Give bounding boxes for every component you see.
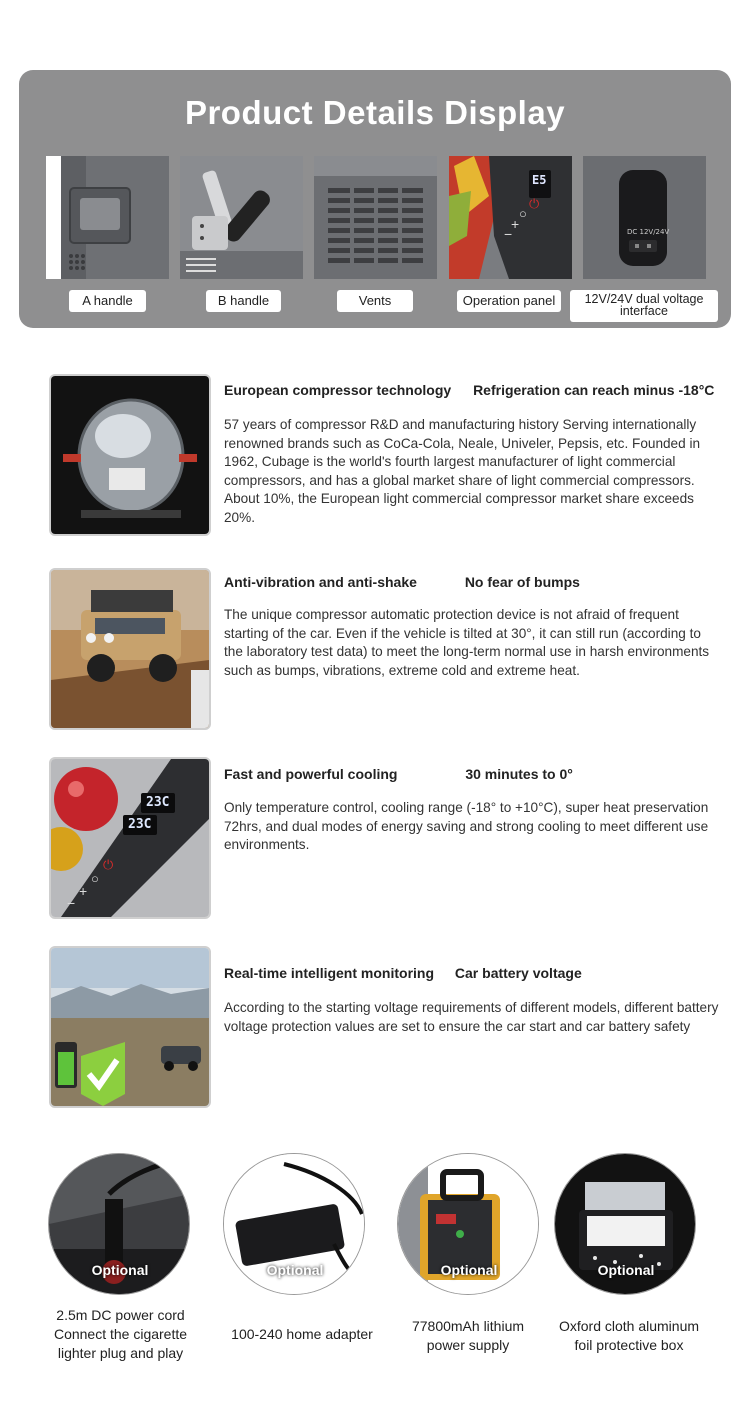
feature-heading-secondary: Refrigeration can reach minus -18°C — [473, 382, 715, 398]
battery-monitoring-image — [49, 946, 211, 1108]
optional-badge: Optional — [266, 1262, 324, 1278]
panel-display-readout: E5 — [532, 173, 547, 187]
a-handle-image — [46, 156, 169, 279]
product-details-banner — [19, 70, 731, 328]
offroad-car-image — [49, 568, 211, 730]
power-icon: ⏻ — [103, 857, 114, 872]
vents-image — [314, 156, 437, 279]
banner-title: Product Details Display — [184, 94, 566, 131]
accessory-lithium-power-image — [397, 1153, 539, 1295]
accessory-caption: 100-240 home adapter — [231, 1326, 373, 1342]
a-handle-label: A handle — [69, 290, 146, 312]
operation-panel-image — [449, 156, 572, 279]
circle-icon: ○ — [519, 206, 527, 221]
compressor-image — [49, 374, 211, 536]
feature-anti-vibration — [49, 568, 719, 733]
feature-body: 57 years of compressor R&D and manufacturing history Serving internationally renowned brands such as CoCa-Cola, Neale, Univeler, Pepsis, etc. Founded in 1962, Cubage is the world's fourth largest manufacturer of light commercial compressors, and has a global market share of light commercial compressors. About 10%, the European light commercial compressor market share exceeds 20%. — [224, 417, 701, 525]
accessory-caption: Oxford cloth aluminum foil protective box — [558, 1318, 700, 1353]
minus-icon: − — [67, 895, 76, 911]
control-panel-image — [49, 757, 211, 919]
display-readout-a: 23C — [146, 795, 170, 810]
b-handle-image — [180, 156, 303, 279]
dc-port-label: DC 12V/24V — [627, 228, 670, 236]
display-readout-b: 23C — [128, 817, 152, 832]
feature-compressor — [49, 374, 719, 539]
dual-voltage-interface-image — [583, 156, 706, 279]
feature-fast-cooling — [49, 757, 719, 922]
feature-heading-primary: European compressor technology — [224, 382, 452, 398]
feature-heading-primary: Anti-vibration and anti-shake — [224, 574, 417, 590]
optional-badge: Optional — [440, 1262, 498, 1278]
feature-heading — [224, 382, 714, 398]
feature-body: Only temperature control, cooling range (-18° to +10°C), super heat preservation 72hrs, and dual modes of energy saving and strong cooling to meet different use environments. — [224, 800, 709, 853]
feature-heading-secondary: No fear of bumps — [464, 574, 580, 590]
power-icon: − — [504, 226, 513, 242]
b-handle-label: B handle — [206, 290, 281, 312]
circle-icon: ○ — [91, 871, 99, 886]
red-power-icon: ⏻ — [529, 196, 540, 211]
operation-panel-label: Operation panel — [457, 290, 561, 312]
accessory-caption: 2.5m DC power cord Connect the cigarette lighter plug and play — [53, 1307, 188, 1361]
feature-body: The unique compressor automatic protection device is not afraid of frequent starting of the car. Even if the vehicle is tilted at 30°, it can still run (according to the laboratory test data) to meet the long-term normal use in harsh environments such as bumps, vibrations, extreme cold and extreme heat. — [224, 607, 710, 678]
feature-body: According to the starting voltage requirements of different models, different battery voltage protection values are set to ensure the car start and car battery safety — [224, 1000, 719, 1034]
optional-badge: Optional — [91, 1262, 149, 1278]
vents-label: Vents — [337, 290, 413, 312]
feature-heading-primary: Real-time intelligent monitoring — [224, 965, 435, 981]
dual-voltage-label: 12V/24V dual voltage interface — [570, 290, 718, 322]
accessory-caption: 77800mAh lithium power supply — [411, 1318, 525, 1353]
feature-heading-primary: Fast and powerful cooling — [224, 766, 398, 782]
feature-heading-secondary: Car battery voltage — [454, 965, 582, 981]
accessory-protective-box-image — [554, 1153, 696, 1295]
plus-icon: + — [511, 216, 520, 232]
feature-battery-monitoring — [49, 946, 719, 1111]
feature-heading — [224, 965, 582, 981]
plus-icon: + — [79, 883, 88, 899]
feature-heading — [224, 574, 580, 590]
accessory-dc-cord-image — [48, 1153, 190, 1295]
accessory-home-adapter-image — [223, 1153, 365, 1295]
feature-heading — [224, 766, 573, 782]
optional-badge: Optional — [597, 1262, 655, 1278]
feature-heading-secondary: 30 minutes to 0° — [465, 766, 573, 782]
